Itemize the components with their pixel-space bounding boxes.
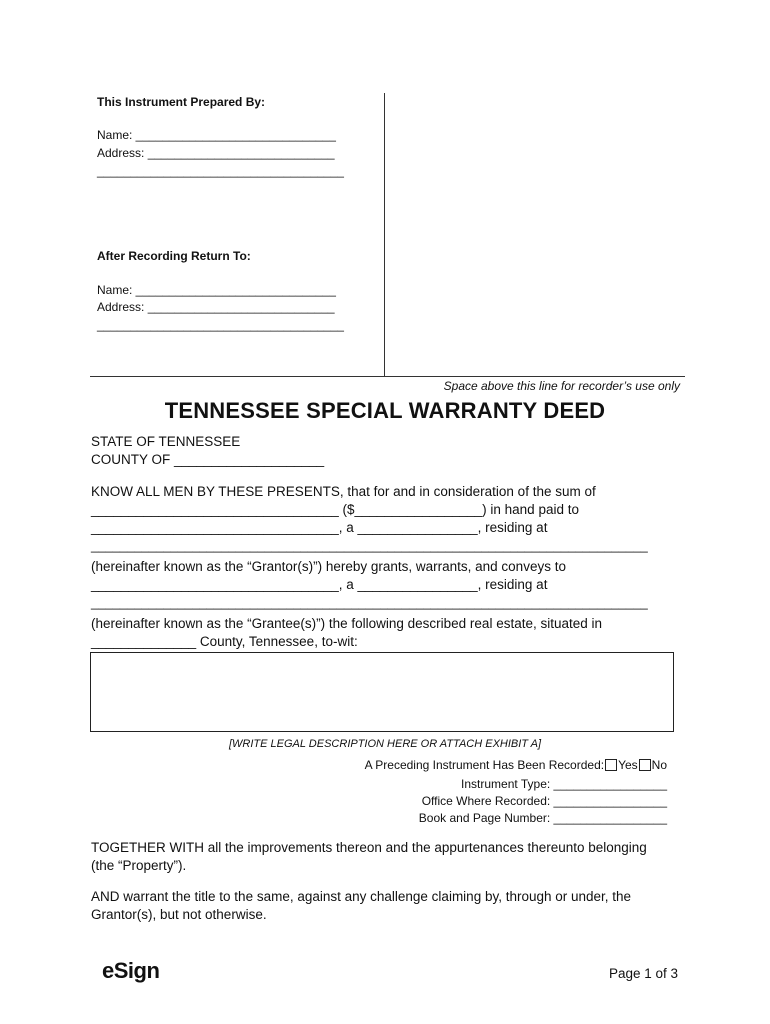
yes-label: Yes <box>618 758 638 772</box>
preceding-instrument-row <box>365 758 667 772</box>
legal-description-note: [WRITE LEGAL DESCRIPTION HERE OR ATTACH EXHIBIT A] <box>228 738 542 750</box>
state-line: STATE OF TENNESSEE <box>91 434 241 449</box>
page-number: Page 1 of 3 <box>608 966 678 981</box>
warrant-line-2: Grantor(s), but not otherwise. <box>91 907 267 922</box>
recorder-space-bottom-line <box>90 376 685 377</box>
prepared-by-address-field[interactable]: Address: ____________________________ <box>97 146 335 160</box>
no-label: No <box>651 758 667 772</box>
together-with-line-2: (the “Property”). <box>91 858 187 873</box>
office-recorded-field[interactable]: Office Where Recorded: _________________ <box>421 794 667 808</box>
recorder-note: Space above this line for recorder’s use only <box>443 379 680 393</box>
return-to-name-field[interactable]: Name: ______________________________ <box>97 283 336 297</box>
warrant-line: AND warrant the title to the same, against any challenge claiming by, through or under, the <box>91 889 632 904</box>
grantor-clause: (hereinafter known as the “Grantor(s)”) hereby grants, warrants, and conveys to <box>91 559 566 574</box>
return-to-address-field[interactable]: Address: ____________________________ <box>97 300 335 314</box>
consideration-line: KNOW ALL MEN BY THESE PRESENTS, that for and in consideration of the sum of <box>91 484 596 499</box>
esign-logo: eSign <box>102 958 160 983</box>
return-to-heading: After Recording Return To: <box>97 249 251 263</box>
grantee-clause: (hereinafter known as the “Grantee(s)”) the following described real estate, situated in <box>91 616 603 631</box>
book-page-field[interactable]: Book and Page Number: _________________ <box>418 811 667 825</box>
grantor-name-field[interactable]: _________________________________, a ________________, residing at <box>91 520 548 535</box>
grantee-name-field[interactable]: _________________________________, a ________________, residing at <box>91 577 548 592</box>
no-checkbox[interactable] <box>639 759 651 771</box>
consideration-amount-field[interactable]: _________________________________ ($_________________) in hand paid to <box>91 502 579 517</box>
prepared-by-heading: This Instrument Prepared By: <box>97 95 266 109</box>
together-with-line: TOGETHER WITH all the improvements thereon and the appurtenances thereunto belonging <box>91 840 647 855</box>
yes-checkbox[interactable] <box>605 759 617 771</box>
instrument-type-field[interactable]: Instrument Type: _________________ <box>461 777 667 791</box>
legal-description-box[interactable] <box>90 652 674 732</box>
prepared-by-address-field-2[interactable]: _____________________________________ <box>97 164 344 178</box>
county-field[interactable]: COUNTY OF ____________________ <box>91 452 325 467</box>
grantor-address-field[interactable]: _____________________________________________________________________________ <box>91 538 648 553</box>
recorder-space-divider <box>384 93 385 376</box>
county-situated-field[interactable]: ______________ County, Tennessee, to-wit: <box>91 634 358 649</box>
preceding-instrument-label: A Preceding Instrument Has Been Recorded: <box>364 758 605 772</box>
grantee-address-field[interactable]: _____________________________________________________________________________ <box>91 595 648 610</box>
return-to-address-field-2[interactable]: _____________________________________ <box>97 318 344 332</box>
document-title: TENNESSEE SPECIAL WARRANTY DEED <box>164 398 606 423</box>
prepared-by-name-field[interactable]: Name: ______________________________ <box>97 128 336 142</box>
